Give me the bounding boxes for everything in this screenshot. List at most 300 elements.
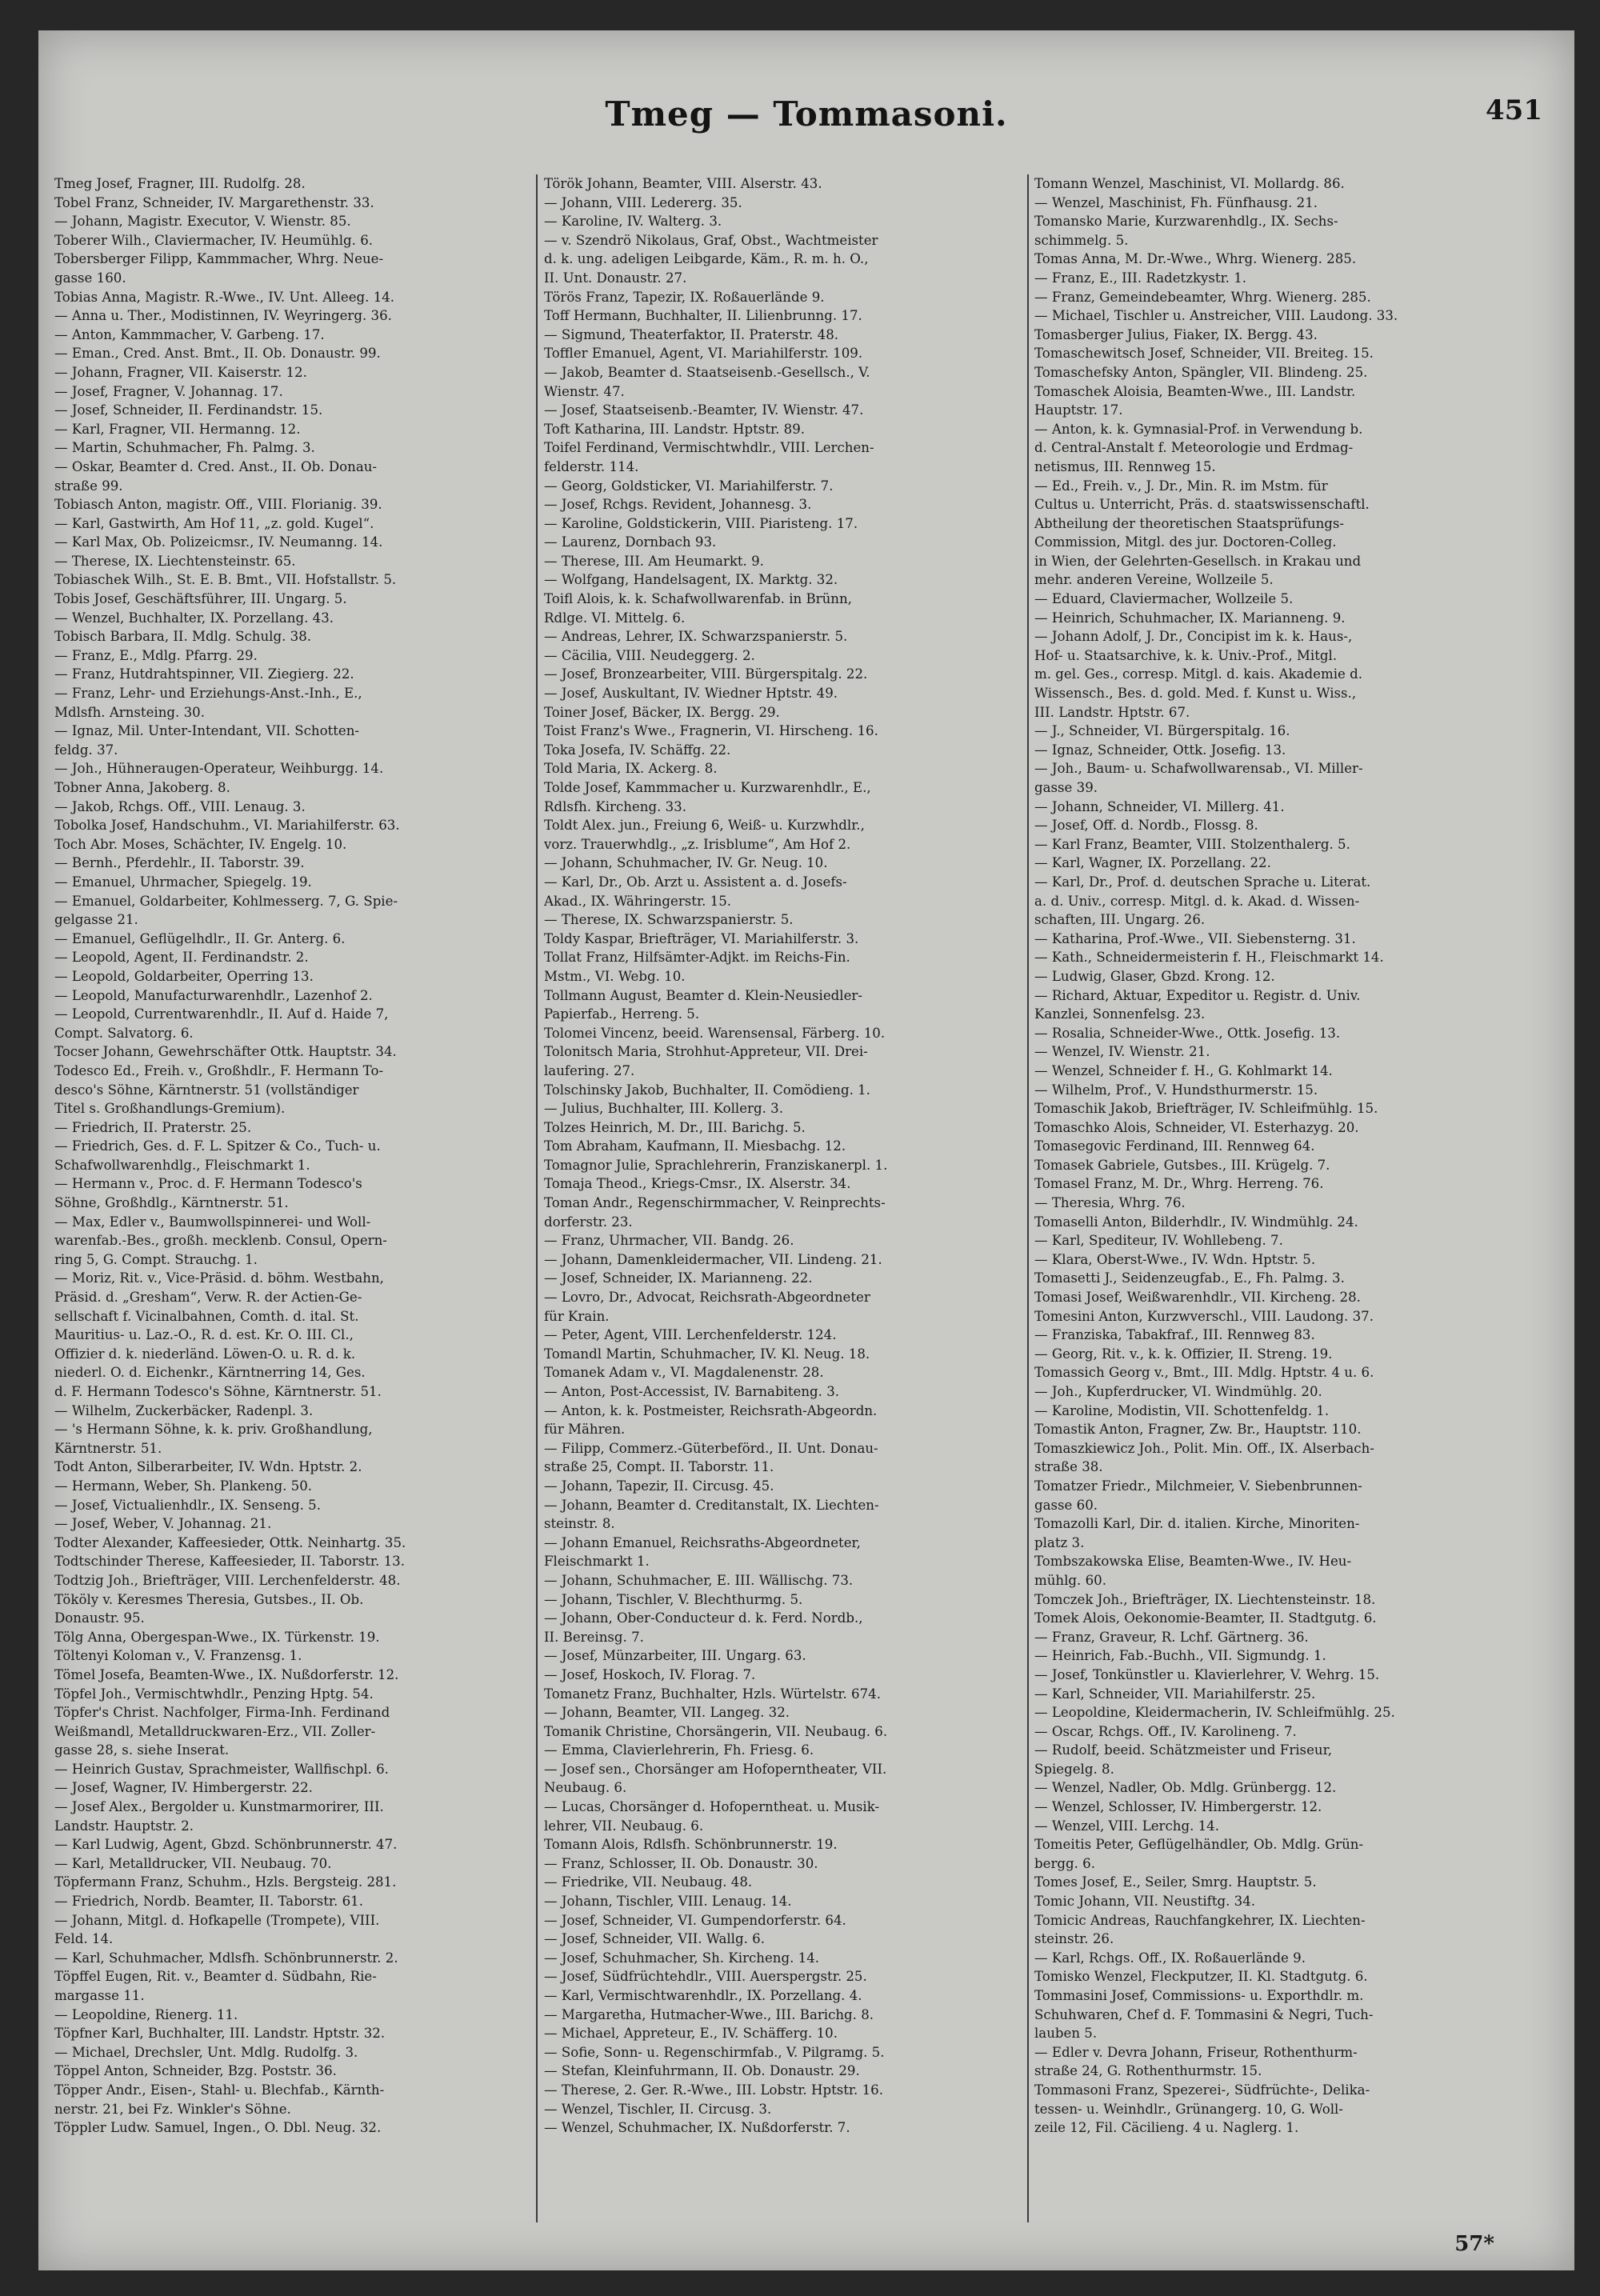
directory-entry-line: Tomazolli Karl, Dir. d. italien. Kirche, Minoriten- (1034, 1516, 1360, 1532)
directory-entry-line: dorferstr. 23. (544, 1214, 633, 1230)
directory-entry-line: — Anton, Post-Accessist, IV. Barnabiteng. 3. (544, 1384, 840, 1399)
directory-entry-line: — Edler v. Devra Johann, Friseur, Rothenthurm- (1034, 2044, 1358, 2060)
directory-entry-line: — Rudolf, beeid. Schätzmeister und Friseur, (1034, 1742, 1332, 1758)
directory-entry-line: Schafwollwarenhdlg., Fleischmarkt 1. (54, 1157, 310, 1173)
directory-entry-line: Tolde Josef, Kammmacher u. Kurzwarenhdlr., E., (544, 780, 871, 795)
directory-entry-line: Töppel Anton, Schneider, Bzg. Poststr. 36. (54, 2063, 337, 2079)
directory-entry-line: gasse 39. (1034, 780, 1098, 795)
directory-entry-line: für Mähren. (544, 1422, 626, 1438)
directory-entry-line: Tobolka Josef, Handschuhm., VI. Mariahilferstr. 63. (54, 818, 400, 834)
directory-entry-line: Tobisch Barbara, II. Mdlg. Schulg. 38. (54, 629, 312, 645)
directory-entry-line: Hof- u. Staatsarchive, k. k. Univ.-Prof., Mitgl. (1034, 647, 1338, 663)
directory-entry-line: Söhne, Großhdlg., Kärntnerstr. 51. (54, 1195, 289, 1211)
directory-entry-line: m. gel. Ges., corresp. Mitgl. d. kais. Akademie d. (1034, 666, 1362, 682)
directory-entry-line: — Johann Emanuel, Reichsraths-Abgeordneter, (544, 1534, 861, 1550)
directory-entry-line: Todesco Ed., Freih. v., Großhdlr., F. Hermann To- (54, 1062, 384, 1078)
directory-entry-line: Toist Franz's Wwe., Fragnerin, VI. Hirscheng. 16. (544, 723, 878, 739)
directory-entry-line: Toiner Josef, Bäcker, IX. Bergg. 29. (544, 704, 780, 720)
directory-entry-line: — Emanuel, Geflügelhdlr., II. Gr. Anterg. 6. (54, 930, 346, 946)
directory-entry-line: Offizier d. k. niederländ. Löwen-O. u. R. d. k. (54, 1346, 356, 1362)
directory-entry-line: — Karoline, IV. Walterg. 3. (544, 214, 722, 230)
directory-entry-line: — Ed., Freih. v., J. Dr., Min. R. im Mstm. für (1034, 478, 1328, 494)
directory-entry-line: Landstr. Hauptstr. 2. (54, 1818, 194, 1834)
directory-entry-line: Wissensch., Bes. d. gold. Med. f. Kunst u. Wiss., (1034, 686, 1357, 702)
directory-entry-line: ring 5, G. Compt. Strauchg. 1. (54, 1251, 258, 1267)
directory-entry-line: — 's Hermann Söhne, k. k. priv. Großhandlung, (54, 1422, 373, 1438)
directory-entry-line: Tom Abraham, Kaufmann, II. Miesbachg. 12. (544, 1138, 846, 1154)
directory-entry-line: Tomasberger Julius, Fiaker, IX. Bergg. 43. (1034, 326, 1318, 342)
directory-entry-line: — Julius, Buchhalter, III. Kollerg. 3. (544, 1101, 783, 1117)
directory-entry-line: Tomic Johann, VII. Neustiftg. 34. (1034, 1894, 1256, 1910)
directory-entry-line: — Georg, Goldsticker, VI. Mariahilferstr. 7. (544, 478, 834, 494)
directory-entry-line: — Josef, Off. d. Nordb., Flossg. 8. (1034, 818, 1258, 834)
directory-entry-line: Tmeg Josef, Fragner, III. Rudolfg. 28. (54, 176, 306, 191)
directory-entry-line: — Leopold, Goldarbeiter, Operring 13. (54, 968, 314, 984)
directory-entry-line: — Franz, Uhrmacher, VII. Bandg. 26. (544, 1233, 794, 1249)
directory-entry-line: straße 24, G. Rothenthurmstr. 15. (1034, 2063, 1262, 2079)
directory-entry-line: — Johann, VIII. Ledererg. 35. (544, 194, 742, 210)
directory-entry-line: — Stefan, Kleinfuhrmann, II. Ob. Donaustr. 29. (544, 2063, 860, 2079)
directory-entry-line: Tomaschewitsch Josef, Schneider, VII. Breiteg. 15. (1034, 346, 1374, 362)
directory-entry-line: Wienstr. 47. (544, 383, 625, 399)
directory-entry-line: Tobel Franz, Schneider, IV. Margarethenstr. 33. (54, 194, 374, 210)
directory-entry-line: — Katharina, Prof.-Wwe., VII. Siebensterng. 31. (1034, 930, 1356, 946)
directory-entry-line: — Josef, Schuhmacher, Sh. Kircheng. 14. (544, 1950, 820, 1966)
directory-entry-line: Tomaschko Alois, Schneider, VI. Esterhazyg. 20. (1034, 1119, 1359, 1135)
directory-page (38, 30, 1574, 2270)
directory-entry-line: Toifl Alois, k. k. Schafwollwarenfab. in Brünn, (544, 591, 852, 607)
directory-entry-line: — Kath., Schneidermeisterin f. H., Fleischmarkt 14. (1034, 950, 1384, 966)
directory-entry-line: Toman Andr., Regenschirmmacher, V. Reinprechts- (544, 1195, 886, 1211)
column-left (54, 174, 526, 2254)
directory-entry-line: Mstm., VI. Webg. 10. (544, 968, 686, 984)
directory-entry-line: Spiegelg. 8. (1034, 1761, 1114, 1777)
directory-entry-line: Hauptstr. 17. (1034, 402, 1123, 418)
directory-entry-line: — Karl Max, Ob. Polizeicmsr., IV. Neumanng. 14. (54, 534, 383, 550)
directory-entry-line: — Anna u. Ther., Modistinnen, IV. Weyringerg. 36. (54, 308, 392, 324)
directory-entry-line: — Friedrich, Ges. d. F. L. Spitzer & Co., Tuch- u. (54, 1138, 381, 1154)
directory-entry-line: Tomasi Josef, Weißwarenhdlr., VII. Kircheng. 28. (1034, 1290, 1361, 1306)
directory-entry-line: — Heinrich Gustav, Sprachmeister, Wallfischpl. 6. (54, 1761, 389, 1777)
directory-entry-line: Tomanik Christine, Chorsängerin, VII. Neubaug. 6. (544, 1723, 888, 1739)
directory-entry-line: Tombszakowska Elise, Beamten-Wwe., IV. Heu- (1034, 1554, 1352, 1570)
directory-entry-line: — Jakob, Beamter d. Staatseisenb.-Gesellsch., V. (544, 364, 870, 380)
directory-entry-line: d. F. Hermann Todesco's Söhne, Kärntnerstr. 51. (54, 1384, 382, 1399)
directory-entry-line: — Ignaz, Schneider, Ottk. Josefig. 13. (1034, 742, 1286, 758)
directory-entry-line: Tomaselli Anton, Bilderhdlr., IV. Windmühlg. 24. (1034, 1214, 1358, 1230)
directory-entry-line: netismus, III. Rennweg 15. (1034, 458, 1216, 474)
directory-entry-line: feldg. 37. (54, 742, 118, 758)
directory-entry-line: Töpfel Joh., Vermischtwhdlr., Penzing Hptg. 54. (54, 1686, 374, 1702)
directory-entry-line: laufering. 27. (544, 1062, 635, 1078)
directory-entry-line: II. Bereinsg. 7. (544, 1629, 644, 1645)
directory-entry-line: — Karoline, Modistin, VII. Schottenfeldg. 1. (1034, 1402, 1330, 1418)
directory-entry-line: — Franz, Schlosser, II. Ob. Donaustr. 30. (544, 1855, 818, 1871)
directory-entry-line: straße 38. (1034, 1459, 1103, 1475)
directory-entry-line: Tobias Anna, Magistr. R.-Wwe., IV. Unt. Alleeg. 14. (54, 289, 395, 305)
directory-entry-line: III. Landstr. Hptstr. 67. (1034, 704, 1190, 720)
directory-entry-line: — Johann, Beamter d. Creditanstalt, IX. Liechten- (544, 1497, 879, 1513)
directory-entry-line: Tomisko Wenzel, Fleckputzer, II. Kl. Stadtgutg. 6. (1034, 1969, 1368, 1985)
directory-entry-line: Tocser Johann, Gewehrschäfter Ottk. Hauptstr. 34. (54, 1044, 397, 1060)
directory-entry-line: Tolonitsch Maria, Strohhut-Appreteur, VII. Drei- (544, 1044, 868, 1060)
directory-entry-line: — Josef, Schneider, II. Ferdinandstr. 15. (54, 402, 323, 418)
page-number: 451 (1486, 94, 1542, 126)
directory-entry-line: Toff Hermann, Buchhalter, II. Lilienbrunng. 17. (544, 308, 862, 324)
directory-entry-line: Töltenyi Koloman v., V. Franzensg. 1. (54, 1648, 302, 1664)
directory-entry-line: Tollat Franz, Hilfsämter-Adjkt. im Reichs-Fin. (544, 950, 850, 966)
directory-entry-line: — Wolfgang, Handelsagent, IX. Marktg. 32. (544, 572, 838, 588)
directory-entry-line: — Oscar, Rchgs. Off., IV. Karolineng. 7. (1034, 1723, 1297, 1739)
directory-entry-line: Tömel Josefa, Beamten-Wwe., IX. Nußdorferstr. 12. (54, 1666, 399, 1682)
directory-entry-line: — Johann Adolf, J. Dr., Concipist im k. k. Haus-, (1034, 629, 1353, 645)
directory-entry-line: — Josef, Victualienhdlr., IX. Senseng. 5. (54, 1497, 321, 1513)
directory-entry-line: vorz. Trauerwhdlg., „z. Irisblume“, Am Hof 2. (544, 836, 851, 852)
directory-entry-line: — Karl, Dr., Ob. Arzt u. Assistent a. d. Josefs- (544, 874, 847, 890)
directory-entry-line: — Karl Franz, Beamter, VIII. Stolzenthalerg. 5. (1034, 836, 1350, 852)
directory-entry-line: margasse 11. (54, 1988, 145, 2003)
directory-entry-line: Todter Alexander, Kaffeesieder, Ottk. Neinhartg. 35. (54, 1534, 406, 1550)
directory-entry-line: Tomicic Andreas, Rauchfangkehrer, IX. Liechten- (1034, 1912, 1366, 1928)
directory-entry-line: tessen- u. Weinhdlr., Grünangerg. 10, G. Woll- (1034, 2101, 1343, 2117)
directory-entry-line: — Therese, III. Am Heumarkt. 9. (544, 553, 764, 569)
directory-entry-line: — Josef, Staatseisenb.-Beamter, IV. Wienstr. 47. (544, 402, 864, 418)
directory-entry-line: — Karl, Gastwirth, Am Hof 11, „z. gold. Kugel“. (54, 515, 374, 531)
directory-entry-line: schaften, III. Ungarg. 26. (1034, 912, 1206, 928)
directory-entry-line: Tomanetz Franz, Buchhalter, Hzls. Würtelstr. 674. (544, 1686, 881, 1702)
directory-entry-line: Tobersberger Filipp, Kammmacher, Whrg. Neue- (54, 251, 384, 267)
directory-entry-line: Tököly v. Keresmes Theresia, Gutsbes., II. Ob. (54, 1591, 364, 1607)
directory-entry-line: Toldt Alex. jun., Freiung 6, Weiß- u. Kurzwhdlr., (544, 818, 865, 834)
directory-entry-line: Tomesini Anton, Kurzwverschl., VIII. Laudong. 37. (1034, 1308, 1374, 1324)
directory-entry-line: Tomczek Joh., Briefträger, IX. Liechtensteinstr. 18. (1034, 1591, 1376, 1607)
directory-entry-line: Töpper Andr., Eisen-, Stahl- u. Blechfab., Kärnth- (54, 2082, 385, 2098)
column-middle (544, 174, 1016, 2254)
directory-entry-line: Tölg Anna, Obergespan-Wwe., IX. Türkenstr. 19. (54, 1629, 380, 1645)
directory-entry-line: a. d. Univ., corresp. Mitgl. d. k. Akad. d. Wissen- (1034, 893, 1360, 909)
directory-entry-line: — Johann, Schuhmacher, IV. Gr. Neug. 10. (544, 855, 828, 871)
directory-entry-line: — Karoline, Goldstickerin, VIII. Piaristeng. 17. (544, 515, 858, 531)
directory-entry-line: — Laurenz, Dornbach 93. (544, 534, 717, 550)
directory-entry-line: — Ignaz, Mil. Unter-Intendant, VII. Schotten- (54, 723, 360, 739)
directory-entry-line: — Josef, Wagner, IV. Himbergerstr. 22. (54, 1780, 313, 1796)
directory-entry-line: Tomasetti J., Seidenzeugfab., E., Fh. Palmg. 3. (1034, 1270, 1345, 1286)
directory-entry-line: — Karl, Rchgs. Off., IX. Roßauerlände 9. (1034, 1950, 1306, 1966)
directory-entry-line: — Josef sen., Chorsänger am Hofoperntheater, VII. (544, 1761, 887, 1777)
directory-entry-line: — Josef, Schneider, VI. Gumpendorferstr. 64. (544, 1912, 846, 1928)
directory-entry-line: — Cäcilia, VIII. Neudeggerg. 2. (544, 647, 755, 663)
directory-entry-line: — Franz, E., Mdlg. Pfarrg. 29. (54, 647, 258, 663)
directory-entry-line: — Wenzel, Tischler, II. Circusg. 3. (544, 2101, 772, 2117)
directory-entry-line: — Joh., Hühneraugen-Operateur, Weihburgg. 14. (54, 761, 384, 777)
directory-entry-line: II. Unt. Donaustr. 27. (544, 270, 687, 286)
directory-entry-line: — Wenzel, Buchhalter, IX. Porzellang. 43. (54, 610, 334, 626)
directory-entry-line: — Karl, Schneider, VII. Mariahilferstr. 25. (1034, 1686, 1316, 1702)
directory-entry-line: — Johann, Beamter, VII. Langeg. 32. (544, 1705, 790, 1721)
directory-entry-line: — Johann, Damenkleidermacher, VII. Lindeng. 21. (544, 1251, 882, 1267)
directory-entry-line: Feld. 14. (54, 1931, 114, 1947)
directory-entry-line: — Josef, Rchgs. Revident, Johannesg. 3. (544, 497, 812, 513)
directory-entry-line: — Michael, Tischler u. Anstreicher, VIII. Laudong. 33. (1034, 308, 1398, 324)
directory-entry-line: Tomandl Martin, Schuhmacher, IV. Kl. Neug. 18. (544, 1346, 870, 1362)
directory-entry-line: — Ludwig, Glaser, Gbzd. Krong. 12. (1034, 968, 1275, 984)
directory-entry-line: — Josef, Bronzearbeiter, VIII. Bürgerspitalg. 22. (544, 666, 868, 682)
directory-entry-line: Toft Katharina, III. Landstr. Hptstr. 89. (544, 421, 806, 437)
directory-entry-line: — Leopoldine, Rienerg. 11. (54, 2006, 238, 2022)
directory-entry-line: straße 99. (54, 478, 123, 494)
directory-entry-line: — Wenzel, Schuhmacher, IX. Nußdorferstr. 7. (544, 2120, 850, 2136)
directory-entry-line: — Joh., Baum- u. Schafwollwarensab., VI. Miller- (1034, 761, 1363, 777)
directory-entry-line: — Johann, Ober-Conducteur d. k. Ferd. Nordb., (544, 1610, 863, 1626)
directory-entry-line: Tolschinsky Jakob, Buchhalter, II. Comödieng. 1. (544, 1082, 870, 1098)
directory-entry-line: — Josef, Münzarbeiter, III. Ungarg. 63. (544, 1648, 806, 1664)
directory-entry-line: — Wenzel, Nadler, Ob. Mdlg. Grünbergg. 12. (1034, 1780, 1337, 1796)
directory-entry-line: Fleischmarkt 1. (544, 1554, 650, 1570)
directory-entry-line: Tomeitis Peter, Geflügelhändler, Ob. Mdlg. Grün- (1034, 1837, 1364, 1853)
directory-entry-line: Tomaja Theod., Kriegs-Cmsr., IX. Alserstr. 34. (544, 1176, 851, 1192)
directory-entry-line: — Wenzel, Schneider f. H., G. Kohlmarkt 14. (1034, 1062, 1333, 1078)
directory-entry-line: — Franz, Gemeindebeamter, Whrg. Wienerg. 285. (1034, 289, 1371, 305)
directory-entry-line: — Michael, Drechsler, Unt. Mdlg. Rudolfg. 3. (54, 2044, 358, 2060)
directory-entry-line: — Wilhelm, Prof., V. Hundsthurmerstr. 15. (1034, 1082, 1318, 1098)
directory-entry-line: — Johann, Tischler, VIII. Lenaug. 14. (544, 1894, 792, 1910)
directory-entry-line: — Hermann, Weber, Sh. Plankeng. 50. (54, 1478, 313, 1494)
directory-entry-line: Neubaug. 6. (544, 1780, 627, 1796)
directory-entry-line: — Therese, 2. Ger. R.-Wwe., III. Lobstr. Hptstr. 16. (544, 2082, 883, 2098)
directory-entry-line: Tomastik Anton, Fragner, Zw. Br., Hauptstr. 110. (1034, 1422, 1362, 1438)
directory-entry-line: — Karl, Wagner, IX. Porzellang. 22. (1034, 855, 1271, 871)
directory-entry-line: Tolzes Heinrich, M. Dr., III. Barichg. 5. (544, 1119, 806, 1135)
directory-entry-line: — Eduard, Claviermacher, Wollzeile 5. (1034, 591, 1294, 607)
directory-entry-line: lauben 5. (1034, 2026, 1098, 2042)
directory-entry-line: — Lucas, Chorsänger d. Hofoperntheat. u. Musik- (544, 1799, 880, 1815)
directory-entry-line: — Josef, Auskultant, IV. Wiedner Hptstr. 49. (544, 686, 838, 702)
directory-entry-line: d. k. ung. adeligen Leibgarde, Käm., R. m. h. O., (544, 251, 869, 267)
directory-entry-line: Toka Josefa, IV. Schäffg. 22. (544, 742, 731, 758)
directory-entry-line: Tomansko Marie, Kurzwarenhdlg., IX. Sechs- (1034, 214, 1338, 230)
directory-entry-line: Kanzlei, Sonnenfelsg. 23. (1034, 1006, 1206, 1022)
directory-entry-line: — Jakob, Rchgs. Off., VIII. Lenaug. 3. (54, 798, 306, 814)
directory-entry-line: Todtzig Joh., Briefträger, VIII. Lerchenfelderstr. 48. (54, 1572, 401, 1588)
directory-entry-line: Tomaschek Aloisia, Beamten-Wwe., III. Landstr. (1034, 383, 1356, 399)
directory-entry-line: Tomaschefsky Anton, Spängler, VII. Blindeng. 25. (1034, 364, 1368, 380)
directory-entry-line: — Karl, Metalldrucker, VII. Neubaug. 70. (54, 1855, 332, 1871)
directory-entry-line: — Theresia, Whrg. 76. (1034, 1195, 1186, 1211)
directory-entry-line: gelgasse 21. (54, 912, 138, 928)
directory-entry-line: Töpffel Eugen, Rit. v., Beamter d. Südbahn, Rie- (54, 1969, 377, 1985)
directory-entry-line: — Anton, Kammmacher, V. Garbeng. 17. (54, 326, 325, 342)
directory-entry-line: sellschaft f. Vicinalbahnen, Comth. d. ital. St. (54, 1308, 359, 1324)
directory-entry-line: — Joh., Kupferdrucker, VI. Windmühlg. 20. (1034, 1384, 1322, 1399)
directory-entry-line: Titel s. Großhandlungs-Gremium). (54, 1101, 286, 1117)
directory-entry-line: — Hermann v., Proc. d. F. Hermann Todesco's (54, 1176, 362, 1192)
directory-entry-line: — Therese, IX. Schwarzspanierstr. 5. (544, 912, 794, 928)
directory-entry-line: Präsid. d. „Gresham“, Verw. R. der Actien-Ge- (54, 1290, 362, 1306)
directory-entry-line: — Josef, Hoskoch, IV. Florag. 7. (544, 1666, 756, 1682)
directory-entry-line: zeile 12, Fil. Cäcilieng. 4 u. Naglerg. 1. (1034, 2120, 1299, 2136)
directory-entry-line: gasse 28, s. siehe Inserat. (54, 1742, 230, 1758)
directory-entry-line: niederl. O. d. Eichenkr., Kärntnerring 14, Ges. (54, 1365, 366, 1381)
directory-entry-line: — Wilhelm, Zuckerbäcker, Radenpl. 3. (54, 1402, 314, 1418)
directory-entry-line: — Josef, Tonkünstler u. Klavierlehrer, V. Wehrg. 15. (1034, 1666, 1380, 1682)
running-title: Tmeg — Tommasoni. (605, 94, 1008, 134)
directory-entry-line: Török Johann, Beamter, VIII. Alserstr. 43. (544, 176, 822, 191)
directory-entry-line: Toch Abr. Moses, Schächter, IV. Engelg. 10. (54, 836, 347, 852)
directory-entry-line: Toberer Wilh., Claviermacher, IV. Heumühlg. 6. (54, 232, 374, 248)
directory-entry-line: mühlg. 60. (1034, 1572, 1106, 1588)
directory-entry-line: mehr. anderen Vereine, Wollzeile 5. (1034, 572, 1274, 588)
directory-entry-line: — Lovro, Dr., Advocat, Reichsrath-Abgeordneter (544, 1290, 870, 1306)
directory-entry-line: — Emanuel, Goldarbeiter, Kohlmesserg. 7, G. Spie- (54, 893, 398, 909)
directory-entry-line: Tomaszkiewicz Joh., Polit. Min. Off., IX. Alserbach- (1034, 1440, 1374, 1456)
directory-entry-line: — Franz, Graveur, R. Lchf. Gärtnerg. 36. (1034, 1629, 1309, 1645)
directory-entry-line: — Josef, Schneider, VII. Wallg. 6. (544, 1931, 765, 1947)
directory-entry-line: — Johann, Magistr. Executor, V. Wienstr. 85. (54, 214, 351, 230)
directory-entry-line: — Bernh., Pferdehlr., II. Taborstr. 39. (54, 855, 305, 871)
directory-entry-line: Tomas Anna, M. Dr.-Wwe., Whrg. Wienerg. 285. (1034, 251, 1357, 267)
directory-entry-line: — Franz, Lehr- und Erziehungs-Anst.-Inh., E., (54, 686, 362, 702)
directory-entry-line: Tomasegovic Ferdinand, III. Rennweg 64. (1034, 1138, 1315, 1154)
directory-entry-line: bergg. 6. (1034, 1855, 1096, 1871)
directory-entry-line: felderstr. 114. (544, 458, 639, 474)
directory-entry-line: d. Central-Anstalt f. Meteorologie und Erdmag- (1034, 440, 1354, 456)
column-right (1034, 174, 1506, 2254)
directory-entry-line: — Josef, Weber, V. Johannag. 21. (54, 1516, 272, 1532)
directory-entry-line: Rdlge. VI. Mittelg. 6. (544, 610, 686, 626)
directory-entry-line: Donaustr. 95. (54, 1610, 145, 1626)
directory-entry-line: — Karl, Schuhmacher, Mdlsfh. Schönbrunnerstr. 2. (54, 1950, 398, 1966)
directory-entry-line: — Franziska, Tabakfraf., III. Rennweg 83. (1034, 1327, 1315, 1343)
directory-entry-line: Tobiasch Anton, magistr. Off., VIII. Florianig. 39. (54, 497, 382, 513)
directory-entry-line: warenfab.-Bes., großh. mecklenb. Consul, Opern- (54, 1233, 387, 1249)
directory-entry-line: Abtheilung der theoretischen Staatsprüfungs- (1034, 515, 1344, 531)
directory-entry-line: — Eman., Cred. Anst. Bmt., II. Ob. Donaustr. 99. (54, 346, 381, 362)
directory-entry-line: für Krain. (544, 1308, 610, 1324)
directory-entry-line: Töpfermann Franz, Schuhm., Hzls. Bergsteig. 281. (54, 1874, 397, 1890)
directory-entry-line: — Karl, Dr., Prof. d. deutschen Sprache u. Literat. (1034, 874, 1371, 890)
directory-entry-line: — Heinrich, Schuhmacher, IX. Marianneng. 9. (1034, 610, 1346, 626)
directory-entry-line: — Leopold, Manufacturwarenhdlr., Lazenhof 2. (54, 987, 373, 1003)
directory-entry-line: — Johann, Schneider, VI. Millerg. 41. (1034, 798, 1285, 814)
directory-entry-line: Toifel Ferdinand, Vermischtwhdlr., VIII. Lerchen- (544, 440, 874, 456)
directory-entry-line: — Sigmund, Theaterfaktor, II. Praterstr. 48. (544, 326, 839, 342)
directory-entry-line: straße 25, Compt. II. Taborstr. 11. (544, 1459, 774, 1475)
directory-entry-line: — Karl, Vermischtwarenhdlr., IX. Porzellang. 4. (544, 1988, 862, 2003)
directory-entry-line: Töpfner Karl, Buchhalter, III. Landstr. Hptstr. 32. (54, 2026, 386, 2042)
directory-entry-line: Commission, Mitgl. des jur. Doctoren-Colleg. (1034, 534, 1337, 550)
directory-entry-line: Tolomei Vincenz, beeid. Warensensal, Färberg. 10. (544, 1025, 886, 1041)
directory-entry-line: Tomaschik Jakob, Briefträger, IV. Schleifmühlg. 15. (1034, 1101, 1378, 1117)
directory-entry-line: schimmelg. 5. (1034, 232, 1129, 248)
directory-entry-line: Tollmann August, Beamter d. Klein-Neusiedler- (544, 987, 862, 1003)
directory-entry-line: — Josef, Südfrüchtehdlr., VIII. Auerspergstr. 25. (544, 1969, 867, 1985)
directory-entry-line: Todt Anton, Silberarbeiter, IV. Wdn. Hptstr. 2. (54, 1459, 362, 1475)
directory-entry-line: — Johann, Schuhmacher, E. III. Wällischg. 73. (544, 1572, 854, 1588)
directory-entry-line: — Johann, Mitgl. d. Hofkapelle (Trompete), VIII. (54, 1912, 380, 1928)
directory-entry-line: desco's Söhne, Kärntnerstr. 51 (vollständiger (54, 1082, 359, 1098)
directory-entry-line: — Friedrich, Nordb. Beamter, II. Taborstr. 61. (54, 1894, 363, 1910)
directory-entry-line: Weißmandl, Metalldruckwaren-Erz., VII. Zoller- (54, 1723, 376, 1739)
directory-entry-line: nerstr. 21, bei Fz. Winkler's Söhne. (54, 2101, 291, 2117)
directory-entry-line: Cultus u. Unterricht, Präs. d. staatswissenschaftl. (1034, 497, 1370, 513)
directory-entry-line: — Emanuel, Uhrmacher, Spiegelg. 19. (54, 874, 312, 890)
directory-entry-line: Akad., IX. Währingerstr. 15. (544, 893, 732, 909)
directory-entry-line: — Franz, Hutdrahtspinner, VII. Ziegierg. 22. (54, 666, 354, 682)
directory-entry-line: — Leopoldine, Kleidermacherin, IV. Schleifmühlg. 25. (1034, 1705, 1395, 1721)
directory-entry-line: Kärntnerstr. 51. (54, 1440, 162, 1456)
directory-entry-line: Tomann Alois, Rdlsfh. Schönbrunnerstr. 19. (544, 1837, 838, 1853)
directory-entry-line: — Martin, Schuhmacher, Fh. Palmg. 3. (54, 440, 315, 456)
directory-entry-line: Tommasoni Franz, Spezerei-, Südfrüchte-, Delika- (1034, 2082, 1370, 2098)
directory-entry-line: Tobis Josef, Geschäftsführer, III. Ungarg. 5. (54, 591, 347, 607)
directory-entry-line: Tobiaschek Wilh., St. E. B. Bmt., VII. Hofstallstr. 5. (54, 572, 397, 588)
directory-entry-line: — Johann, Fragner, VII. Kaiserstr. 12. (54, 364, 307, 380)
directory-entry-line: — Peter, Agent, VIII. Lerchenfelderstr. 124. (544, 1327, 837, 1343)
directory-entry-line: in Wien, der Gelehrten-Gesellsch. in Krakau und (1034, 553, 1362, 569)
directory-entry-line: — Wenzel, IV. Wienstr. 21. (1034, 1044, 1210, 1060)
directory-entry-line: Todtschinder Therese, Kaffeesieder, II. Taborstr. 13. (54, 1554, 405, 1570)
directory-entry-line: Tomanek Adam v., VI. Magdalenenstr. 28. (544, 1365, 824, 1381)
directory-entry-line: — Leopold, Currentwarenhdlr., II. Auf d. Haide 7, (54, 1006, 389, 1022)
directory-entry-line: — Wenzel, Maschinist, Fh. Fünfhausg. 21. (1034, 194, 1318, 210)
directory-entry-line: steinstr. 26. (1034, 1931, 1114, 1947)
directory-entry-line: gasse 160. (54, 270, 126, 286)
directory-entry-line: Tomassich Georg v., Bmt., III. Mdlg. Hptstr. 4 u. 6. (1034, 1365, 1374, 1381)
directory-entry-line: — Max, Edler v., Baumwollspinnerei- und Woll- (54, 1214, 371, 1230)
directory-entry-line: — Karl Ludwig, Agent, Gbzd. Schönbrunnerstr. 47. (54, 1837, 398, 1853)
directory-entry-line: Toldy Kaspar, Briefträger, VI. Mariahilferstr. 3. (544, 930, 859, 946)
directory-entry-line: Papierfab., Herreng. 5. (544, 1006, 700, 1022)
directory-entry-line: lehrer, VII. Neubaug. 6. (544, 1818, 704, 1834)
directory-entry-line: Tomann Wenzel, Maschinist, VI. Mollardg. 86. (1034, 176, 1345, 191)
directory-entry-line: — Moriz, Rit. v., Vice-Präsid. d. böhm. Westbahn, (54, 1270, 384, 1286)
directory-entry-line: — Wenzel, VIII. Lerchg. 14. (1034, 1818, 1220, 1834)
directory-entry-line: Tomek Alois, Oekonomie-Beamter, II. Stadtgutg. 6. (1034, 1610, 1377, 1626)
directory-entry-line: Tobner Anna, Jakoberg. 8. (54, 780, 230, 795)
directory-entry-line: — Friedrike, VII. Neubaug. 48. (544, 1874, 753, 1890)
directory-entry-line: — Johann, Tapezir, II. Circusg. 45. (544, 1478, 774, 1494)
directory-entry-line: — Josef, Schneider, IX. Marianneng. 22. (544, 1270, 813, 1286)
directory-entry-line: Tomagnor Julie, Sprachlehrerin, Franziskanerpl. 1. (544, 1157, 888, 1173)
directory-entry-line: — Anton, k. k. Gymnasial-Prof. in Verwendung b. (1034, 421, 1363, 437)
directory-entry-line: — Richard, Aktuar, Expeditor u. Registr. d. Univ. (1034, 987, 1361, 1003)
directory-entry-line: — Wenzel, Schlosser, IV. Himbergerstr. 12. (1034, 1799, 1322, 1815)
directory-entry-line: Toffler Emanuel, Agent, VI. Mariahilferstr. 109. (544, 346, 863, 362)
directory-entry-line: Tomes Josef, E., Seiler, Smrg. Hauptstr. 5. (1034, 1874, 1317, 1890)
directory-entry-line: — Josef, Fragner, V. Johannag. 17. (54, 383, 283, 399)
directory-entry-line: — Karl, Spediteur, IV. Wohllebeng. 7. (1034, 1233, 1283, 1249)
directory-entry-line: — Therese, IX. Liechtensteinstr. 65. (54, 553, 296, 569)
directory-entry-line: — Sofie, Sonn- u. Regenschirmfab., V. Pilgramg. 5. (544, 2044, 885, 2060)
directory-entry-line: Mauritius- u. Laz.-O., R. d. est. Kr. O. III. Cl., (54, 1327, 354, 1343)
directory-entry-line: steinstr. 8. (544, 1516, 615, 1532)
directory-entry-line: Törös Franz, Tapezir, IX. Roßauerlände 9. (544, 289, 825, 305)
directory-entry-line: — Andreas, Lehrer, IX. Schwarzspanierstr. 5. (544, 629, 848, 645)
directory-entry-line: Tomasel Franz, M. Dr., Whrg. Herreng. 76. (1034, 1176, 1324, 1192)
directory-entry-line: — Emma, Clavierlehrerin, Fh. Friesg. 6. (544, 1742, 814, 1758)
directory-entry-line: Tomatzer Friedr., Milchmeier, V. Siebenbrunnen- (1034, 1478, 1362, 1494)
directory-entry-line: — Michael, Appreteur, E., IV. Schäfferg. 10. (544, 2026, 838, 2042)
directory-entry-line: — v. Szendrö Nikolaus, Graf, Obst., Wachtmeister (544, 232, 878, 248)
directory-entry-line: Töpfer's Christ. Nachfolger, Firma-Inh. Ferdinand (54, 1705, 390, 1721)
signature-mark: 57* (1454, 2232, 1494, 2256)
directory-entry-line: — Leopold, Agent, II. Ferdinandstr. 2. (54, 950, 309, 966)
directory-entry-line: — Klara, Oberst-Wwe., IV. Wdn. Hptstr. 5. (1034, 1251, 1316, 1267)
directory-entry-line: — Oskar, Beamter d. Cred. Anst., II. Ob. Donau- (54, 458, 378, 474)
page-header (38, 94, 1574, 150)
directory-entry-line: — Karl, Fragner, VII. Hermanng. 12. (54, 421, 301, 437)
directory-entry-line: Mdlsfh. Arnsteing. 30. (54, 704, 205, 720)
